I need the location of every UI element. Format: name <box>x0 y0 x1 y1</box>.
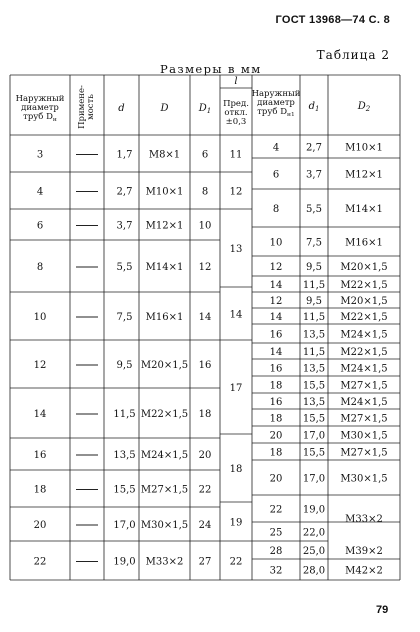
cell-l: 14 <box>229 309 243 321</box>
header-d1: $d_1$ <box>308 101 320 113</box>
cell-D2: M30×1,5 <box>340 430 388 442</box>
cell-l: 12 <box>229 186 243 198</box>
header-l: l <box>234 76 238 87</box>
cell-l: 19 <box>229 517 243 529</box>
cell-d1: 11,5 <box>302 280 326 291</box>
header-d: d <box>118 103 125 114</box>
cell-D1: 18 <box>198 409 212 420</box>
cell-D2: M27×1,5 <box>340 380 388 392</box>
cell-D2: M27×1,5 <box>340 413 388 425</box>
cell-d1: 11,5 <box>302 312 326 323</box>
cell-D2: M20×1,5 <box>340 262 388 273</box>
cell-D1: 12 <box>198 262 212 273</box>
cell-outer-diameter: 16 <box>33 450 47 461</box>
header-outer-diameter: диаметр <box>21 103 59 113</box>
cell-l: 22 <box>229 556 243 568</box>
cell-outer-diameter-1: 16 <box>269 329 283 341</box>
cell-d1: 9,5 <box>306 262 322 273</box>
cell-d1: 7,5 <box>306 237 322 249</box>
cell-d: 9,5 <box>116 360 133 371</box>
cell-outer-diameter: 18 <box>33 484 47 496</box>
cell-outer-diameter-1: 32 <box>269 565 283 577</box>
cell-D2: M14×1 <box>345 204 383 215</box>
header-tolerance: Пред. <box>223 99 249 109</box>
cell-outer-diameter-1: 25 <box>269 527 283 539</box>
cell-outer-diameter: 3 <box>36 149 44 161</box>
cell-d1: 3,7 <box>306 169 322 181</box>
cell-outer-diameter-1: 20 <box>269 473 283 485</box>
cell-d: 17,0 <box>113 520 136 531</box>
cell-d1: 19,0 <box>302 504 326 516</box>
cell-d1: 13,5 <box>302 329 326 341</box>
cell-D2: M24×1,5 <box>340 329 388 341</box>
cell-outer-diameter-1: 12 <box>269 296 283 307</box>
cell-outer-diameter-1: 12 <box>269 262 283 273</box>
header-D1: $D_1$ <box>198 103 212 115</box>
cell-outer-diameter-1: 20 <box>269 430 283 442</box>
cell-d: 5,5 <box>116 262 133 273</box>
cell-outer-diameter: 22 <box>33 556 47 568</box>
cell-D1: 20 <box>198 450 212 461</box>
cell-D: M24×1,5 <box>140 450 189 461</box>
cell-d1: 17,0 <box>302 430 326 442</box>
cell-D2: M24×1,5 <box>340 363 388 375</box>
page-header: ГОСТ 13968—74 С. 8 <box>275 14 390 26</box>
cell-D2: M22×1,5 <box>340 347 388 358</box>
cell-D1: 10 <box>198 220 212 232</box>
cell-d: 11,5 <box>113 409 136 420</box>
cell-d1: 22,0 <box>302 527 326 539</box>
cell-D2: M12×1 <box>345 169 383 181</box>
cell-D2: M22×1,5 <box>340 280 388 291</box>
cell-D: M12×1 <box>145 220 184 232</box>
cell-D: M30×1,5 <box>140 520 189 531</box>
cell-D: M20×1,5 <box>140 360 189 371</box>
cell-outer-diameter: 14 <box>33 409 47 420</box>
cell-D1: 14 <box>198 312 212 323</box>
cell-outer-diameter-1: 18 <box>269 413 283 425</box>
cell-D: M22×1,5 <box>140 409 189 420</box>
cell-l: 18 <box>229 464 243 475</box>
cell-D2: M39×2 <box>345 546 383 557</box>
cell-d1: 15,5 <box>302 413 326 425</box>
cell-d1: 2,7 <box>306 142 322 154</box>
cell-d: 15,5 <box>113 484 136 496</box>
cell-d1: 15,5 <box>302 447 326 459</box>
cell-D1: 6 <box>201 149 209 161</box>
cell-l: 11 <box>229 149 243 161</box>
cell-outer-diameter: 6 <box>36 220 44 232</box>
cell-outer-diameter: 20 <box>33 520 47 531</box>
cell-outer-diameter: 4 <box>36 186 44 198</box>
cell-outer-diameter-1: 14 <box>269 280 283 291</box>
cell-D: M14×1 <box>145 262 184 273</box>
cell-d1: 28,0 <box>302 565 326 577</box>
cell-outer-diameter: 10 <box>33 312 47 323</box>
cell-D1: 24 <box>198 520 212 531</box>
table-caption: Таблица 2 <box>316 48 390 62</box>
cell-outer-diameter-1: 28 <box>269 546 283 557</box>
cell-D1: 22 <box>198 484 212 496</box>
cell-D2: M24×1,5 <box>340 397 388 408</box>
header-outer-diameter-1: диаметр <box>257 98 295 108</box>
cell-D2: M22×1,5 <box>340 312 388 323</box>
cell-d: 19,0 <box>113 556 136 568</box>
header-applicability: мость <box>86 94 96 120</box>
cell-D2: M20×1,5 <box>340 296 388 307</box>
cell-outer-diameter: 12 <box>33 360 47 371</box>
cell-d: 7,5 <box>116 312 133 323</box>
cell-outer-diameter-1: 18 <box>269 380 283 392</box>
cell-l: 17 <box>229 383 243 394</box>
cell-d1: 17,0 <box>302 473 326 485</box>
cell-outer-diameter-1: 14 <box>269 312 283 323</box>
cell-D: M33×2 <box>145 556 184 568</box>
cell-d: 3,7 <box>116 220 133 232</box>
cell-outer-diameter-1: 14 <box>269 347 283 358</box>
units-caption: Размеры в мм <box>160 62 262 76</box>
header-tolerance: откл. <box>224 108 248 118</box>
cell-d: 2,7 <box>116 186 133 198</box>
cell-d1: 11,5 <box>302 347 326 358</box>
cell-outer-diameter-1: 4 <box>272 142 280 154</box>
cell-outer-diameter-1: 22 <box>269 504 283 516</box>
cell-D: M16×1 <box>145 312 184 323</box>
header-outer-diameter: труб $D_н$ <box>23 112 57 123</box>
cell-D1: 27 <box>198 556 212 568</box>
cell-outer-diameter-1: 8 <box>272 204 280 215</box>
header-D: D <box>160 103 169 114</box>
cell-outer-diameter-1: 10 <box>269 237 283 249</box>
cell-D: M8×1 <box>148 149 181 161</box>
page-number: 79 <box>376 604 389 616</box>
cell-D1: 8 <box>201 186 209 198</box>
cell-d1: 15,5 <box>302 380 326 392</box>
cell-outer-diameter-1: 16 <box>269 397 283 408</box>
cell-d1: 13,5 <box>302 397 326 408</box>
cell-D: M27×1,5 <box>140 484 189 496</box>
header-outer-diameter-1: Наружный <box>251 89 301 99</box>
cell-l: 13 <box>229 244 243 255</box>
cell-D2: M10×1 <box>345 142 383 154</box>
cell-outer-diameter-1: 18 <box>269 447 283 459</box>
cell-outer-diameter-1: 6 <box>272 169 280 181</box>
cell-d1: 13,5 <box>302 363 326 375</box>
cell-D1: 16 <box>198 360 212 371</box>
cell-D2: M16×1 <box>345 237 383 249</box>
header-applicability: Примене- <box>77 85 87 129</box>
cell-D2: M42×2 <box>345 565 383 577</box>
cell-outer-diameter-1: 16 <box>269 363 283 375</box>
cell-d1: 5,5 <box>306 204 322 215</box>
header-D2: $D_2$ <box>357 101 371 113</box>
cell-d: 13,5 <box>113 450 136 461</box>
cell-D2: M33×2 <box>345 514 383 525</box>
cell-d1: 9,5 <box>306 296 322 307</box>
header-outer-diameter: Наружный <box>15 94 65 104</box>
cell-outer-diameter: 8 <box>36 262 44 273</box>
cell-D2: M27×1,5 <box>340 447 388 459</box>
cell-d: 1,7 <box>116 149 133 161</box>
cell-D2: M30×1,5 <box>340 473 388 485</box>
header-tolerance: ±0,3 <box>225 117 247 127</box>
header-outer-diameter-1: труб $D_{н1}$ <box>257 107 295 118</box>
cell-D: M10×1 <box>145 186 184 198</box>
cell-d1: 25,0 <box>302 546 326 557</box>
